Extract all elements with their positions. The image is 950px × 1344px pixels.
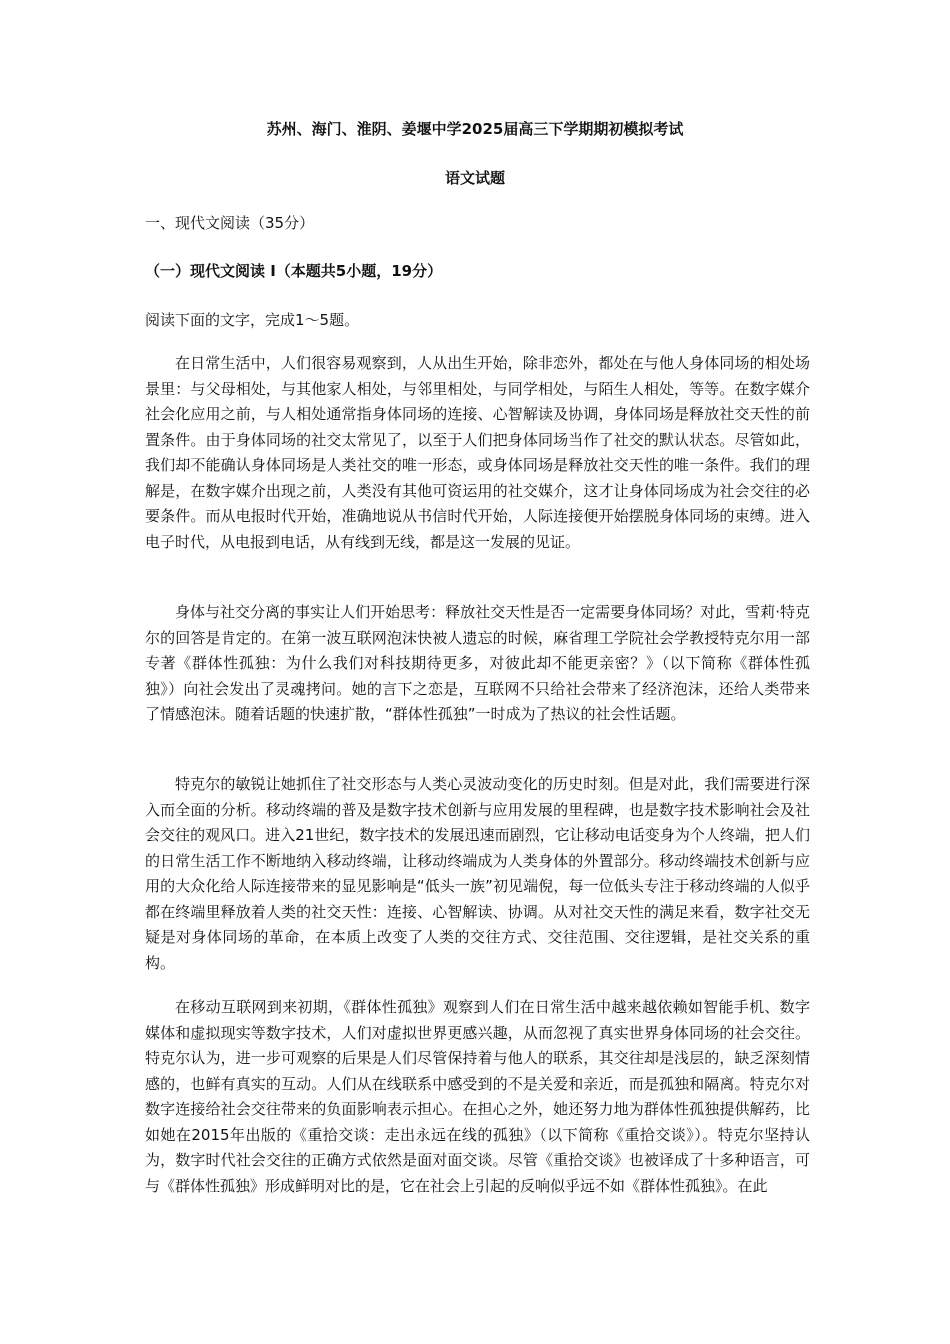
passage-paragraph-2: 身体与社交分离的事实让人们开始思考：释放社交天性是否一定需要身体同场？对此，雪莉·特克尔的回答是肯定的。在第一波互联网泡沫快被人遗忘的时候，麻省理工学院社会学教授特克尔用一部专著《群体性孤独：为什么我们对科技期待更多，对彼此却不能更亲密？》（以下简称《群体性孤独》）向社会发出了灵魂拷问。她的言下之恋是，互联网不只给社会带来了经济泡沫，还给人类带来了情感泡沫。随着话题的快速扩散，“群体性孤独”一时成为了热议的社会性话题。 [145,603,810,723]
part-heading: （一）现代文阅读 I（本题共5小题，19分） [145,262,443,280]
passage-paragraph-4: 在移动互联网到来初期，《群体性孤独》观察到人们在日常生活中越来越依赖如智能手机、数字媒体和虚拟现实等数字技术，人们对虚拟世界更感兴趣，从而忽视了真实世界身体同场的社会交往。特克尔认为，进一步可观察的后果是人们尽管保持着与他人的联系，其交往却是浅层的，缺乏深刻情感的，也鲜有真实的互动。人们从在线联系中感受到的不是关爱和亲近，而是孤独和隔离。特克尔对数字连接给社会交往带来的负面影响表示担心。在担心之外，她还努力地为群体性孤独提供解药，比如她在2015年出版的《重拾交谈：走出永远在线的孤独》（以下简称《重拾交谈》）。特克尔坚持认为，数字时代社会交往的正确方式依然是面对面交谈。尽管《重拾交谈》也被译成了十多种语言，可与《群体性孤独》形成鲜明对比的是，它在社会上引起的反响似乎远不如《群体性孤独》。在此 [145,998,810,1195]
passage-paragraph-3: 特克尔的敏锐让她抓住了社交形态与人类心灵波动变化的历史时刻。但是对此，我们需要进行深入而全面的分析。移动终端的普及是数字技术创新与应用发展的里程碑，也是数字技术影响社会及社会交往的观风口。进入21世纪，数字技术的发展迅速而剧烈，它让移动电话变身为个人终端，把人们的日常生活工作不断地纳入移动终端，让移动终端成为人类身体的外置部分。移动终端技术创新与应用的大众化给人际连接带来的显见影响是“低头一族”初见端倪，每一位低头专注于移动终端的人似乎都在终端里释放着人类的社交天性：连接、心智解读、协调。从对社交天性的满足来看，数字社交无疑是对身体同场的革命，在本质上改变了人类的交往方式、交往范围、交往逻辑，是社交关系的重构。 [145,775,810,972]
passage-paragraph-1: 在日常生活中，人们很容易观察到，人从出生开始，除非恋外，都处在与他人身体同场的相处场景里：与父母相处，与其他家人相处，与邻里相处，与同学相处，与陌生人相处，等等。在数字媒介社会化应用之前，与人相处通常指身体同场的连接、心智解读及协调，身体同场是释放社交天性的前置条件。由于身体同场的社交太常见了，以至于人们把身体同场当作了社交的默认状态。尽管如此，我们却不能确认身体同场是人类社交的唯一形态，或身体同场是释放社交天性的唯一条件。我们的理解是，在数字媒介出现之前，人类没有其他可资运用的社交媒介，这才让身体同场成为社会交往的必要条件。而从电报时代开始，准确地说从书信时代开始，人际连接便开始摆脱身体同场的束缚。进入电子时代，从电报到电话，从有线到无线，都是这一发展的见证。 [145,354,810,551]
exam-title: 苏州、海门、淮阴、姜堰中学2025届高三下学期期初模拟考试 [266,120,684,138]
subject-title: 语文试题 [444,169,505,187]
section-heading: 一、现代文阅读（35分） [145,214,315,232]
reading-instruction: 阅读下面的文字，完成1～5题。 [145,311,360,329]
